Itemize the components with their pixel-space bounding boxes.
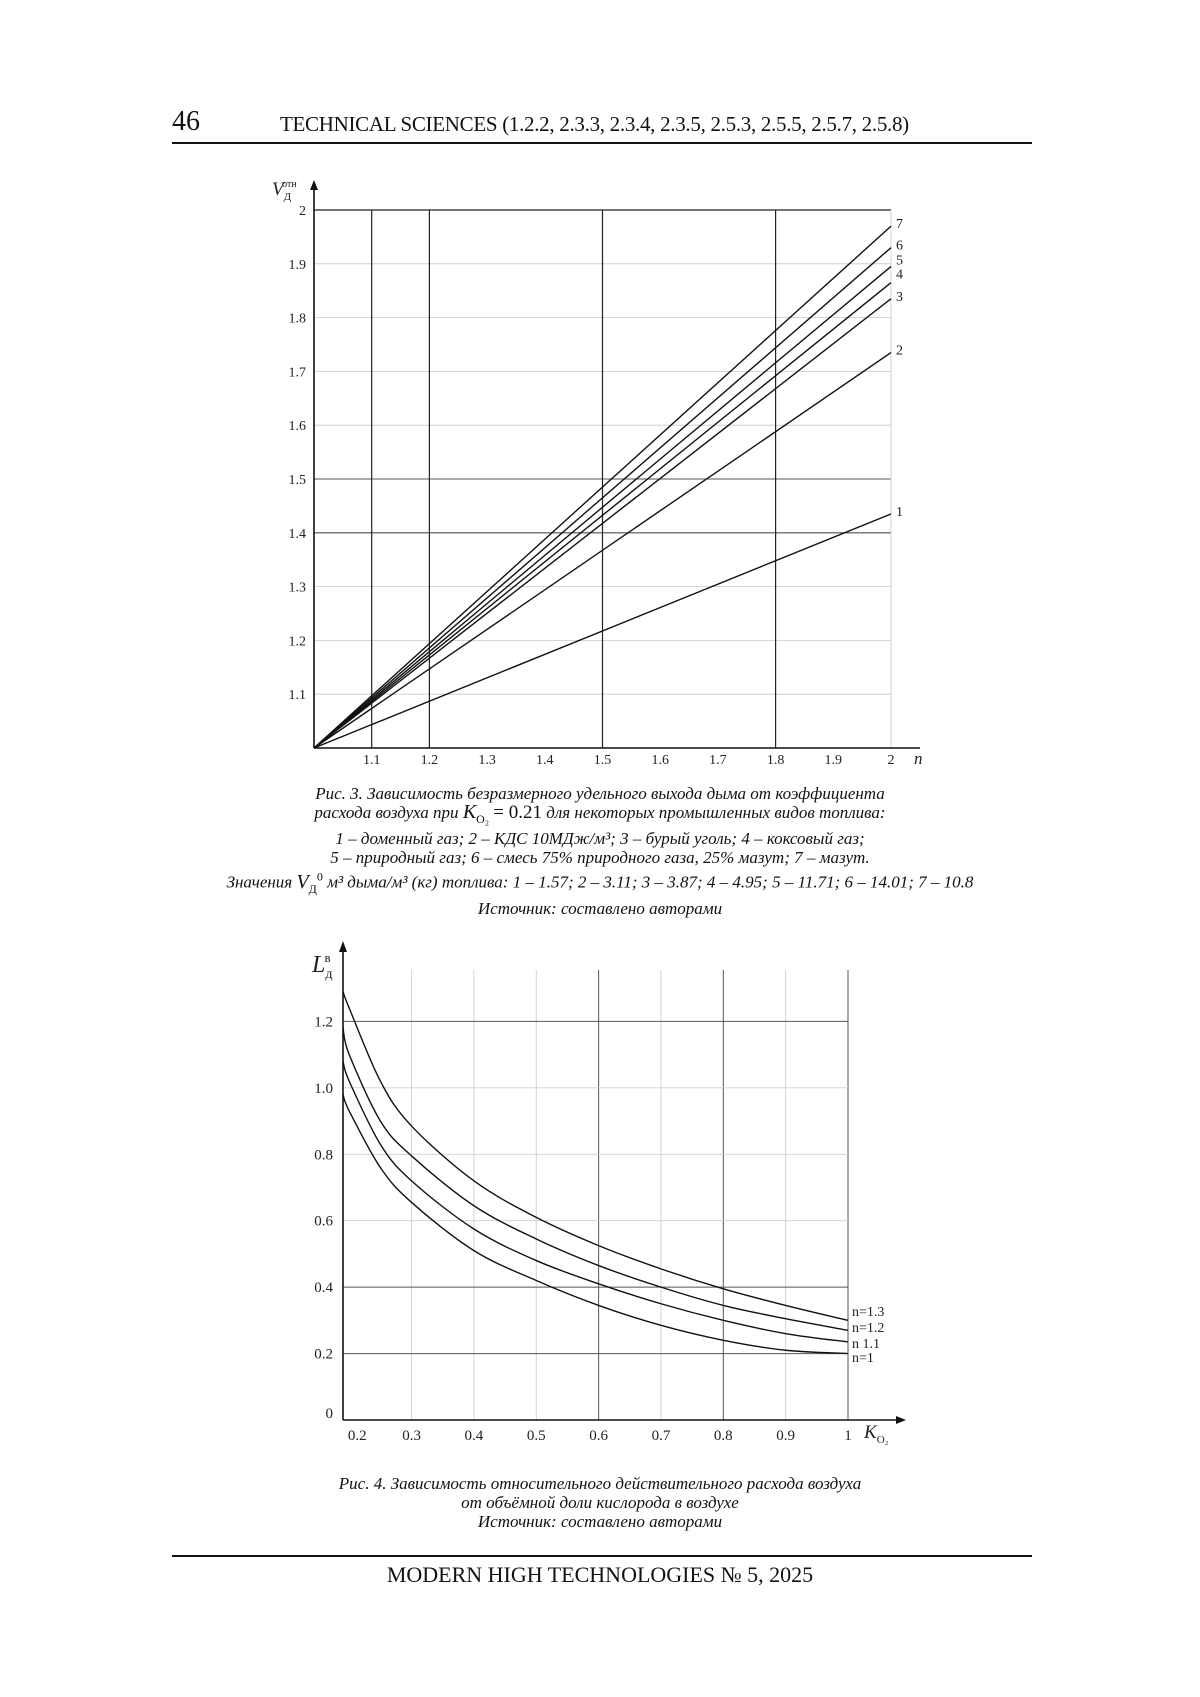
series-label-7: 7 [896,217,903,233]
figure-4-series [343,992,848,1354]
page-number: 46 [172,106,200,137]
y-tick-label: 1.7 [288,365,306,381]
y-tick-label: 1.1 [288,688,306,704]
series-label: n=1.3 [852,1305,885,1320]
x-tick-label: 0.8 [713,1428,733,1444]
running-head: TECHNICAL SCIENCES (1.2.2, 2.3.3, 2.3.4, 2.3.5, 2.5.3, 2.5.5, 2.5.7, 2.5.8) [280,112,909,136]
x-tick-label: 1.5 [593,753,612,768]
figure-4-y-axis-label: $L_дв$ [312,950,333,982]
figure-4-x-axis-label: $K_{O_2}$ [864,1422,889,1446]
x-tick-label: 0.5 [526,1428,546,1444]
y-axis-arrow [339,941,347,952]
x-tick-label: 1.7 [709,753,727,768]
x-tick-label: 2 [887,753,895,768]
y-tick-label: 2 [299,204,306,219]
y-tick-label: 0.2 [314,1346,333,1363]
v-d0-symbol: $V_Д^0$ [296,869,323,896]
x-tick-label: 0.2 [347,1428,367,1444]
figure-4-y-axis-label-sub: д [325,967,333,982]
figure-3-caption-line-3: 1 – доменный газ; 2 – КДС 10МДж/м³; 3 – бурый уголь; 4 – коксовый газ; [335,829,865,848]
y-tick-label: 1.0 [314,1080,333,1097]
x-tick-label: 1.2 [420,753,439,768]
figure-3-y-axis-label-sub: Д [283,191,292,203]
figure-4-ticks [314,1014,852,1444]
x-tick-label: 1.8 [766,753,785,768]
series-label-2: 2 [896,343,903,359]
figure-3-y-axis-label: $V_Дотн$ [272,179,297,203]
x-tick-label: 1 [844,1428,852,1444]
series-label-5: 5 [896,253,903,269]
k-o2-symbol: $K_{O_2}$ [462,801,490,826]
series-curve [343,1061,848,1342]
y-tick-label: 1.6 [288,419,306,435]
y-tick-label: 0.6 [314,1213,333,1230]
figure-3-caption-source: Источник: составлено авторами [477,898,723,918]
running-foot: MODERN HIGH TECHNOLOGIES № 5, 2025 [386,1562,814,1587]
series-label-3: 3 [896,289,903,305]
y-tick-label: 1.2 [314,1014,333,1031]
figure-3-caption-line-5: Значения $V_Д^0$ м³ дыма/м³ (кг) топлива: 1 – 1.57; 2 – 3.11; 3 – 3.87; 4 – 4.95; 5 – 11.71; 6 – 14.01; 7 – 10.8 [226,869,974,896]
figure-3-caption-line-2: расхода воздуха при $K_{O_2} = 0.21$ для некоторых промышленных видов топлива: [314,801,886,826]
figure-4-axis-labels [311,950,889,1446]
figure-4-caption-line-1: Рис. 4. Зависимость относительного действительного расхода воздуха [338,1474,862,1493]
figure-3-caption-line-1: Рис. 3. Зависимость безразмерного удельного выхода дыма от коэффициента [315,784,885,803]
footer-rule [172,1555,1032,1557]
series-label: n 1.1 [852,1337,880,1352]
figure-4-x-axis-label-sub: O₂ [876,1434,889,1446]
y-tick-label: 1.9 [288,257,306,273]
x-tick-label: 0.9 [776,1428,796,1444]
figure-4-caption-line-2: от объёмной доли кислорода в воздухе [461,1493,739,1512]
x-axis-arrow [896,1416,906,1424]
series-label-4: 4 [896,267,903,283]
figure-4-caption [150,1474,1050,1531]
series-curve [343,992,848,1321]
figure-3-caption-line-4: 5 – природный газ; 6 – смесь 75% природного газа, 25% мазут; 7 – мазут. [330,848,870,867]
y-tick-label: 1.5 [288,473,306,488]
figure-4-grid [339,941,906,1424]
series-label-6: 6 [896,238,903,254]
x-tick-label: 1.1 [362,753,381,768]
series-label: n=1.2 [852,1321,885,1336]
series-label-1: 1 [896,504,903,520]
figure-4-y-axis-label-sup: в [324,950,331,965]
y-tick-label: 0 [325,1406,333,1422]
figure-4-series-labels [852,1305,884,1366]
x-tick-label: 0.6 [589,1428,608,1444]
series-label: n=1 [852,1351,874,1366]
x-tick-label: 0.7 [651,1428,671,1444]
y-tick-label: 1.2 [288,634,306,650]
x-tick-label: 0.4 [464,1428,484,1444]
y-tick-label: 0.4 [314,1280,333,1297]
x-tick-label: 1.9 [824,753,843,768]
x-tick-label: 1.3 [478,753,496,768]
y-tick-label: 1.8 [288,311,306,327]
figure-4-caption-source: Источник: составлено авторами [477,1512,723,1531]
series-curve [343,1028,848,1330]
y-tick-label: 1.3 [288,580,306,596]
figure-3-y-axis-label-sup: отн [282,179,297,190]
x-tick-label: 0.3 [402,1428,421,1444]
x-tick-label: 1.6 [651,753,669,768]
y-tick-label: 0.8 [314,1147,333,1164]
figure-3-x-axis-label: n [914,749,923,768]
y-tick-label: 1.4 [288,526,306,542]
x-tick-label: 1.4 [536,753,554,768]
